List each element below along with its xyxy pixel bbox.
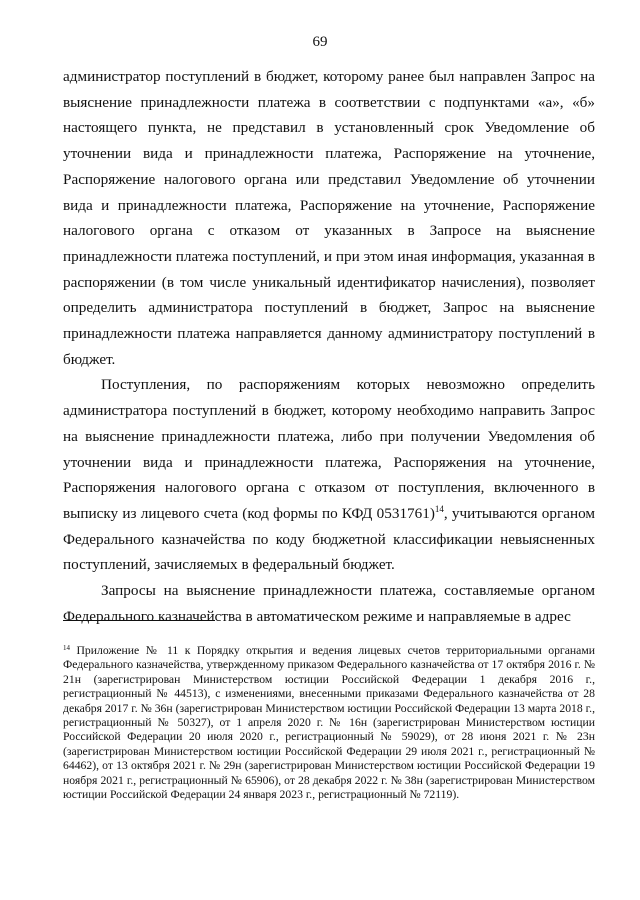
footnote-marker: 14 [63,644,70,652]
page-number: 69 [312,34,328,50]
paragraph-text: Поступления, по распоряжениям которых невозможно определить администратора поступлений в бюджет, которому необходимо направить Запрос на выяснение принадлежности платежа, либо при получении Уведомления об уточнении вида и принадлежности платежа, Распоряжения на уточнение, Распоряжения налогового органа с отказом от поступления, включенного в выписку из лицевого счета (код формы по КФД 0531761) [63,376,595,522]
footnote-text: Приложение № 11 к Порядку открытия и ведения лицевых счетов территориальными органами Федерального казначейства, утвержденному приказом Федерального казначейства от 17 октября 2016 г. № 21н (зарегистрирован Министерством юстиции Российской Федерации 1 декабря 2016 г., регистрационный № 44513), с изменениями, внесенными приказами Федерального казначейства от 28 декабря 2017 г. № 36н (зарегистрирован Министерством юстиции Российской Федерации 13 марта 2018 г., регистрационный № 50327), от 1 апреля 2020 г. № 16н (зарегистрирован Министерством юстиции Российской Федерации 20 июля 2020 г., регистрационный № 59029), от 28 июня 2021 г. № 23н (зарегистрирован Министерством юстиции Российской Федерации 29 июля 2021 г., регистрационный № 64462), от 13 октября 2021 г. № 29н (зарегистрирован Министерством юстиции Российской Федерации 19 ноября 2021 г., регистрационный № 65906), от 28 декабря 2022 г. № 38н (зарегистрирован Министерством юстиции Российской Федерации 24 января 2023 г., регистрационный № 72119). [63,644,595,802]
paragraph-text: , учитываются органом Федерального казначейства по коду бюджетной классификации невыясненных поступлений, зачисляемых в федеральный бюджет. [63,504,595,574]
footnote-reference: 14 [434,503,444,514]
paragraph-continuation: администратор поступлений в бюджет, которому ранее был направлен Запрос на выяснение принадлежности платежа в соответствии с подпунктами «а», «б» настоящего пункта, не представил в установленный срок Уведомление об уточнении вида и принадлежности платежа, Распоряжение на уточнение, Распоряжение налогового органа или представил Уведомление об уточнении вида и принадлежности платежа, Распоряжение на уточнение, Распоряжение налогового органа с отказом от указанных в Запросе на выяснение принадлежности платежа поступлений, и при этом иная информация, указанная в распоряжении (в том числе уникальный идентификатор начисления), позволяет определить администратора поступлений в бюджет, Запрос на выяснение принадлежности платежа направляется данному администратору поступлений в бюджет. [63,68,595,368]
footnote-divider [63,620,215,621]
paragraph-unidentified-receipts [63,372,595,578]
footnote [63,644,595,802]
main-text [63,64,595,629]
paragraph-requests: Запросы на выяснение принадлежности платежа, составляемые органом Федерального казначейства в автоматическом режиме и направляемые в адрес [63,582,595,625]
